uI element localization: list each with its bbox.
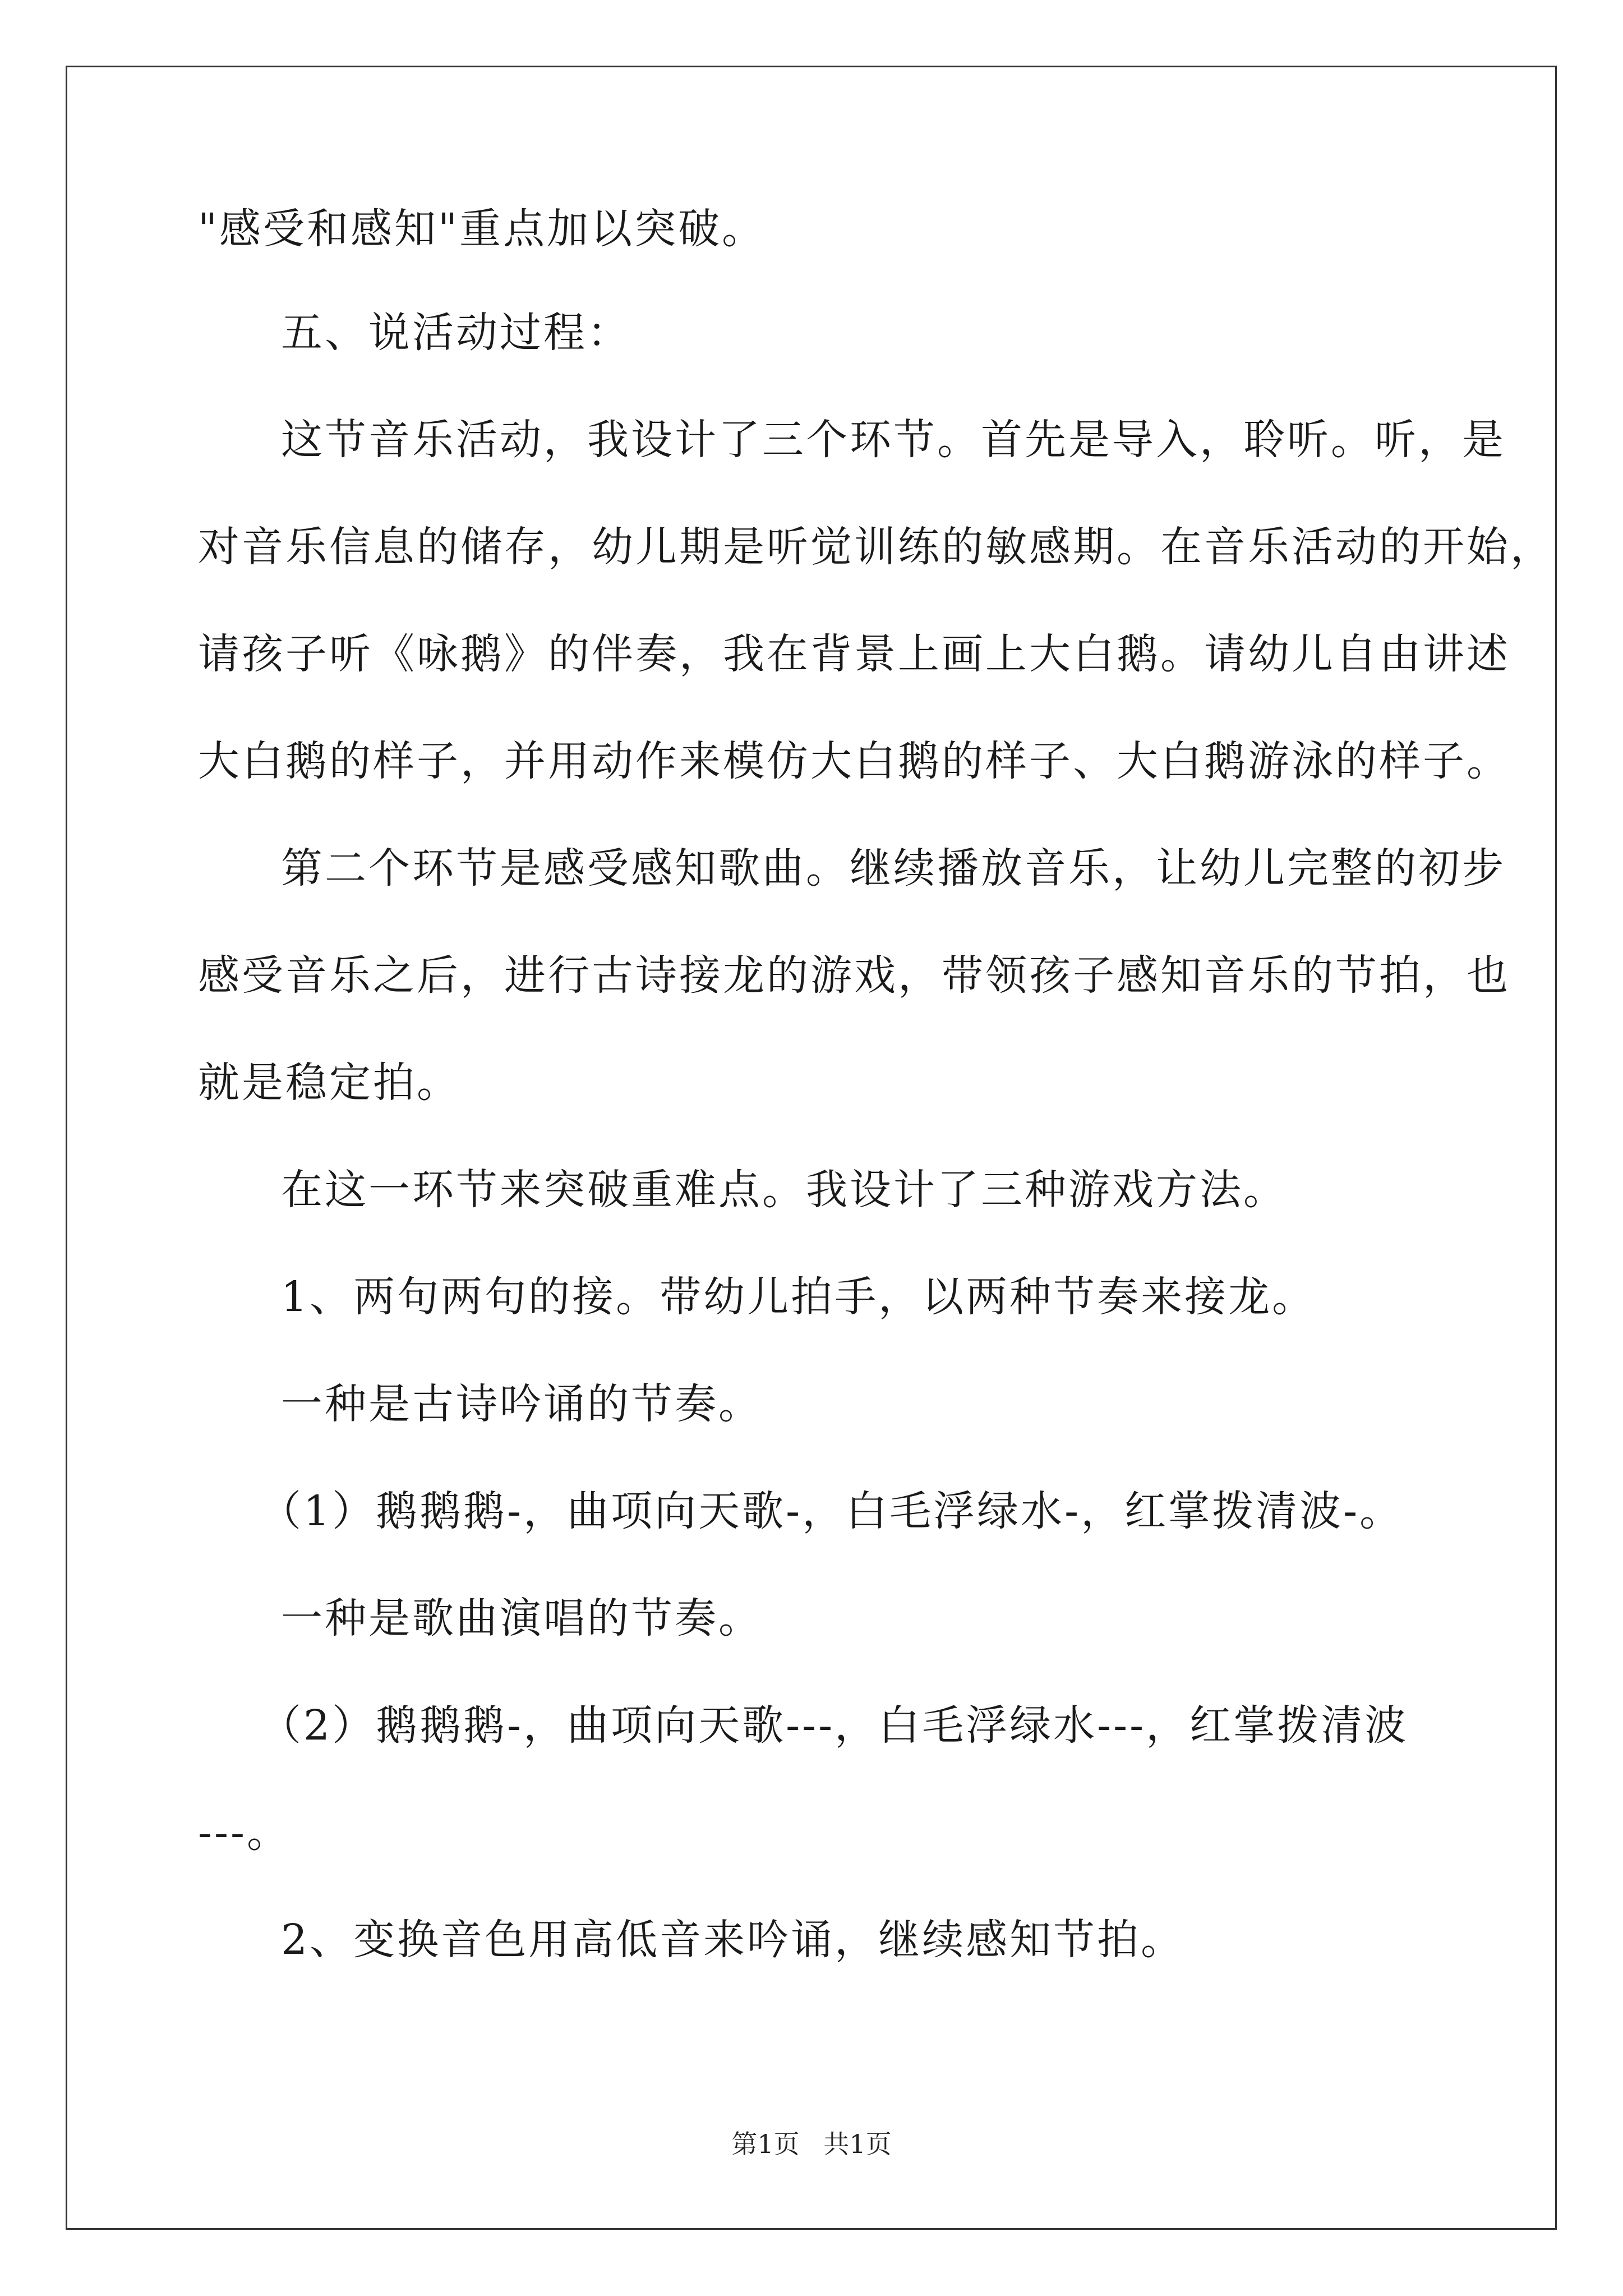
text-line-10: 在这一环节来突破重难点。我设计了三种游戏方法。 [281, 1166, 1287, 1214]
page-border [66, 66, 1557, 2230]
text-line-4: 对音乐信息的储存，幼儿期是听觉训练的敏感期。在音乐活动的开始， [198, 523, 1554, 571]
text-line-17: 2、变换音色用高低音来吟诵，继续感知节拍。 [281, 1916, 1185, 1964]
text-line-6: 大白鹅的样子，并用动作来模仿大白鹅的样子、大白鹅游泳的样子。 [198, 737, 1510, 785]
text-line-8: 感受音乐之后，进行古诗接龙的游戏，带领孩子感知音乐的节拍，也 [198, 951, 1510, 1000]
text-line-3: 这节音乐活动，我设计了三个环节。首先是导入，聆听。听，是 [281, 416, 1506, 464]
text-line-9: 就是稳定拍。 [198, 1059, 460, 1107]
text-line-5: 请孩子听《咏鹅》的伴奏，我在背景上画上大白鹅。请幼儿自由讲述 [198, 630, 1510, 678]
text-line-1: "感受和感知"重点加以突破。 [198, 205, 766, 253]
text-line-15: （2）鹅鹅鹅-，曲项向天歌---，白毛浮绿水---，红掌拨清波 [260, 1701, 1409, 1750]
text-line-13: （1）鹅鹅鹅-，曲项向天歌-，白毛浮绿水-，红掌拨清波-。 [260, 1487, 1404, 1535]
page-number-total: 共1页 [823, 2129, 892, 2159]
text-line-16: ---。 [198, 1809, 291, 1857]
text-line-11: 1、两句两句的接。带幼儿拍手，以两种节奏来接龙。 [281, 1273, 1316, 1321]
text-line-7: 第二个环节是感受感知歌曲。继续播放音乐，让幼儿完整的初步 [281, 844, 1506, 892]
section-heading: 五、说活动过程： [281, 309, 631, 357]
page-number-current: 第1页 [731, 2129, 800, 2159]
text-line-12: 一种是古诗吟诵的节奏。 [281, 1380, 762, 1428]
text-line-14: 一种是歌曲演唱的节奏。 [281, 1594, 762, 1642]
page-footer [0, 2127, 1623, 2161]
